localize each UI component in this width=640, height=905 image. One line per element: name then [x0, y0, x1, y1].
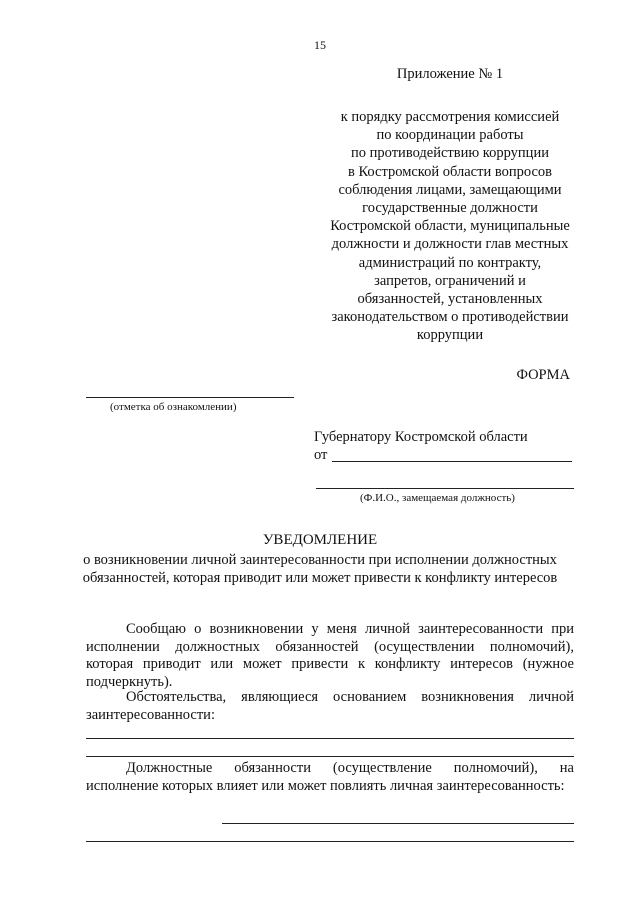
annex-description — [312, 108, 588, 345]
notice-title: УВЕДОМЛЕНИЕ — [262, 532, 378, 548]
paragraph-circumstances: Обстоятельства, являющиеся основанием возникновения личной заинтересованности: — [86, 689, 574, 723]
notice-subtitle: о возникновении личной заинтересованности при исполнении должностных обязанностей, которая приводит или может привести к конфликту интересов — [82, 552, 558, 586]
paragraph-duties — [86, 760, 574, 795]
annex-line: запретов, ограничений и — [374, 272, 526, 289]
annex-line: государственные должности — [362, 200, 538, 217]
circumstances-line-1[interactable] — [86, 738, 574, 739]
annex-title: Приложение № 1 — [396, 66, 504, 82]
annex-line: по координации работы — [376, 127, 524, 144]
annex-line: по противодействию коррупции — [351, 145, 549, 162]
sender-name-line[interactable] — [332, 461, 572, 462]
circumstances-line-2[interactable] — [86, 756, 574, 757]
annex-line: к порядку рассмотрения комиссией — [340, 109, 560, 125]
duties-line-2[interactable] — [86, 841, 574, 842]
page-number: 15 — [314, 38, 326, 52]
annex-line: в Костромской области вопросов — [347, 163, 552, 180]
acknowledgment-label: (отметка об ознакомлении) — [110, 401, 237, 413]
annex-line: законодательством о противодействии — [331, 309, 569, 326]
sender-position-line[interactable] — [316, 488, 574, 489]
addressee-from-prefix: от — [314, 447, 328, 463]
annex-line: обязанностей, установленных — [357, 291, 543, 308]
fio-label: (Ф.И.О., замещаемая должность) — [360, 492, 515, 504]
annex-line: соблюдения лицами, замещающими — [338, 181, 562, 198]
form-label: ФОРМА — [516, 367, 570, 383]
paragraph-duties-text: Должностные обязанности (осуществление полномочий), на исполнение которых влияет или может повлиять личная заинтересованность: — [86, 760, 574, 794]
addressee-to: Губернатору Костромской области — [314, 429, 528, 445]
duties-line-1[interactable] — [222, 823, 574, 824]
annex-line: Костромской области, муниципальные — [330, 218, 570, 235]
paragraph-conflict-report: Сообщаю о возникновении у меня личной заинтересованности при исполнении должностных обязанностей (осуществлении полномочий), которая приводит или может привести к конфликту интересов (нужное подчеркнуть). — [86, 621, 574, 690]
annex-line: администраций по контракту, — [358, 254, 542, 271]
annex-line: коррупции — [416, 327, 484, 344]
acknowledgment-line[interactable] — [86, 397, 294, 398]
annex-line: должности и должности глав местных — [331, 236, 569, 253]
